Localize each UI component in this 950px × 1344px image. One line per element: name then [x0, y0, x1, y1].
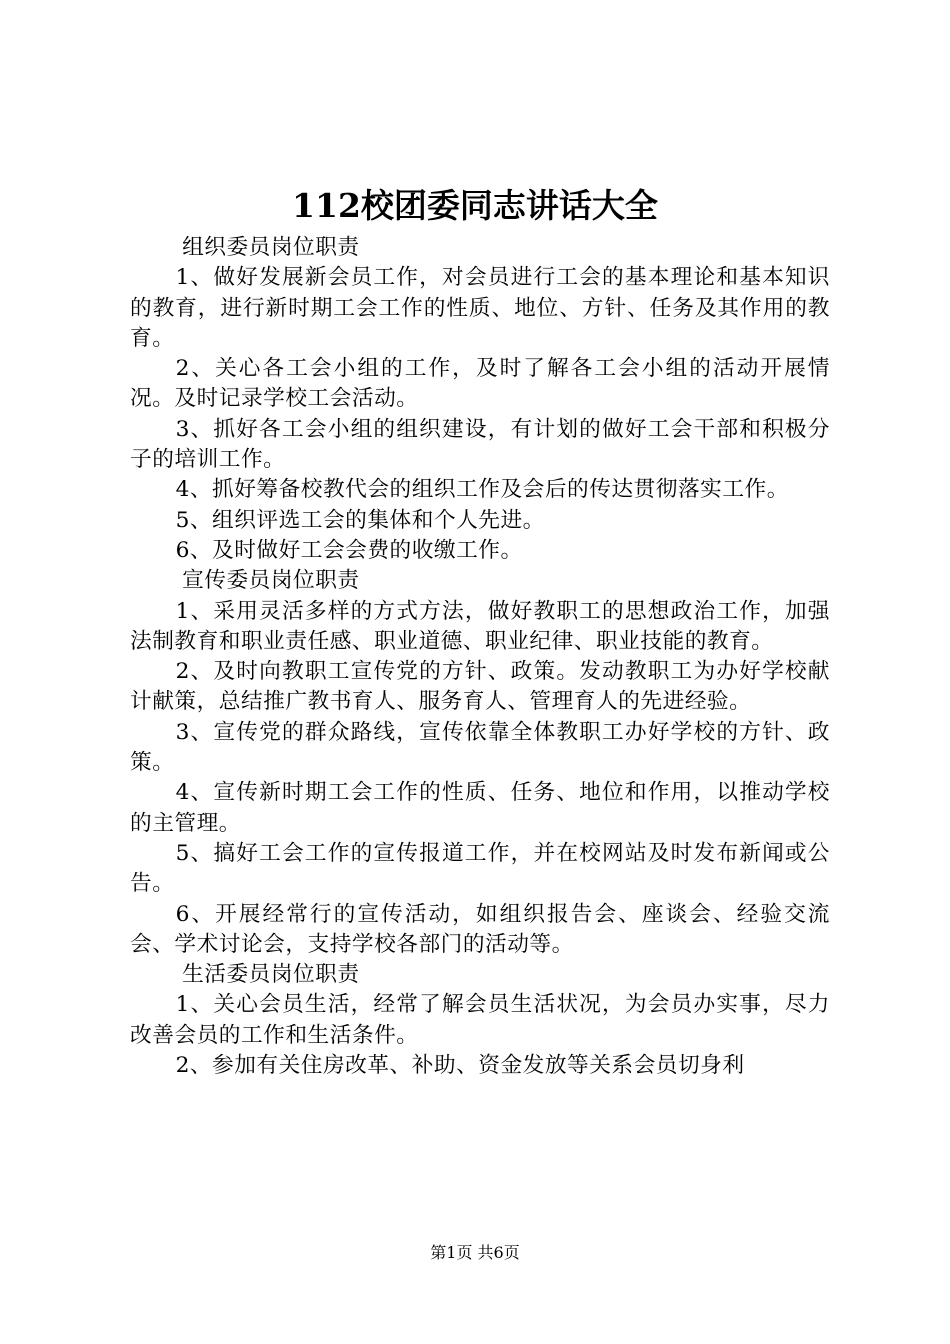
paragraph: 3、宣传党的群众路线，宣传依靠全体教职工办好学校的方针、政策。	[130, 719, 830, 776]
paragraph: 6、开展经常行的宣传活动，如组织报告会、座谈会、经验交流会、学术讨论会，支持学校各部门的活动等。	[130, 901, 830, 957]
paragraph: 4、宣传新时期工会工作的性质、任务、地位和作用，以推动学校的主管理。	[130, 780, 830, 836]
paragraph: 4、抓好筹备校教代会的组织工作及会后的传达贯彻落实工作。	[175, 477, 789, 503]
paragraph: 5、组织评选工会的集体和个人先进。	[175, 507, 545, 533]
paragraph: 2、关心各工会小组的工作，及时了解各工会小组的活动开展情况。及时记录学校工会活动。	[130, 356, 830, 412]
document-title: 112校团委同志讲话大全	[292, 186, 658, 225]
section-heading-welfare: 生活委员岗位职责	[182, 962, 360, 988]
page-footer: 第1页 共6页	[430, 1243, 520, 1262]
document-body	[130, 233, 830, 1081]
paragraph: 1、关心会员生活，经常了解会员生活状况，为会员办实事，尽力改善会员的工作和生活条件。	[130, 992, 830, 1048]
paragraph: 3、抓好各工会小组的组织建设，有计划的做好工会干部和积极分子的培训工作。	[130, 416, 830, 473]
paragraph: 2、参加有关住房改革、补助、资金发放等关系会员切身利	[175, 1053, 745, 1079]
paragraph: 1、采用灵活多样的方式方法，做好教职工的思想政治工作，加强法制教育和职业责任感、职业道德、职业纪律、职业技能的教育。	[130, 598, 830, 654]
paragraph: 1、做好发展新会员工作，对会员进行工会的基本理论和基本知识的教育，进行新时期工会工作的性质、地位、方针、任务及其作用的教育。	[130, 265, 830, 351]
section-heading-publicity: 宣传委员岗位职责	[182, 568, 360, 594]
paragraph: 2、及时向教职工宣传党的方针、政策。发动教职工为办好学校献计献策，总结推广教书育人、服务育人、管理育人的先进经验。	[130, 659, 830, 715]
paragraph: 6、及时做好工会会费的收缴工作。	[175, 537, 523, 563]
paragraph: 5、搞好工会工作的宣传报道工作，并在校网站及时发布新闻或公告。	[130, 840, 830, 897]
section-heading-organization: 组织委员岗位职责	[182, 235, 360, 260]
